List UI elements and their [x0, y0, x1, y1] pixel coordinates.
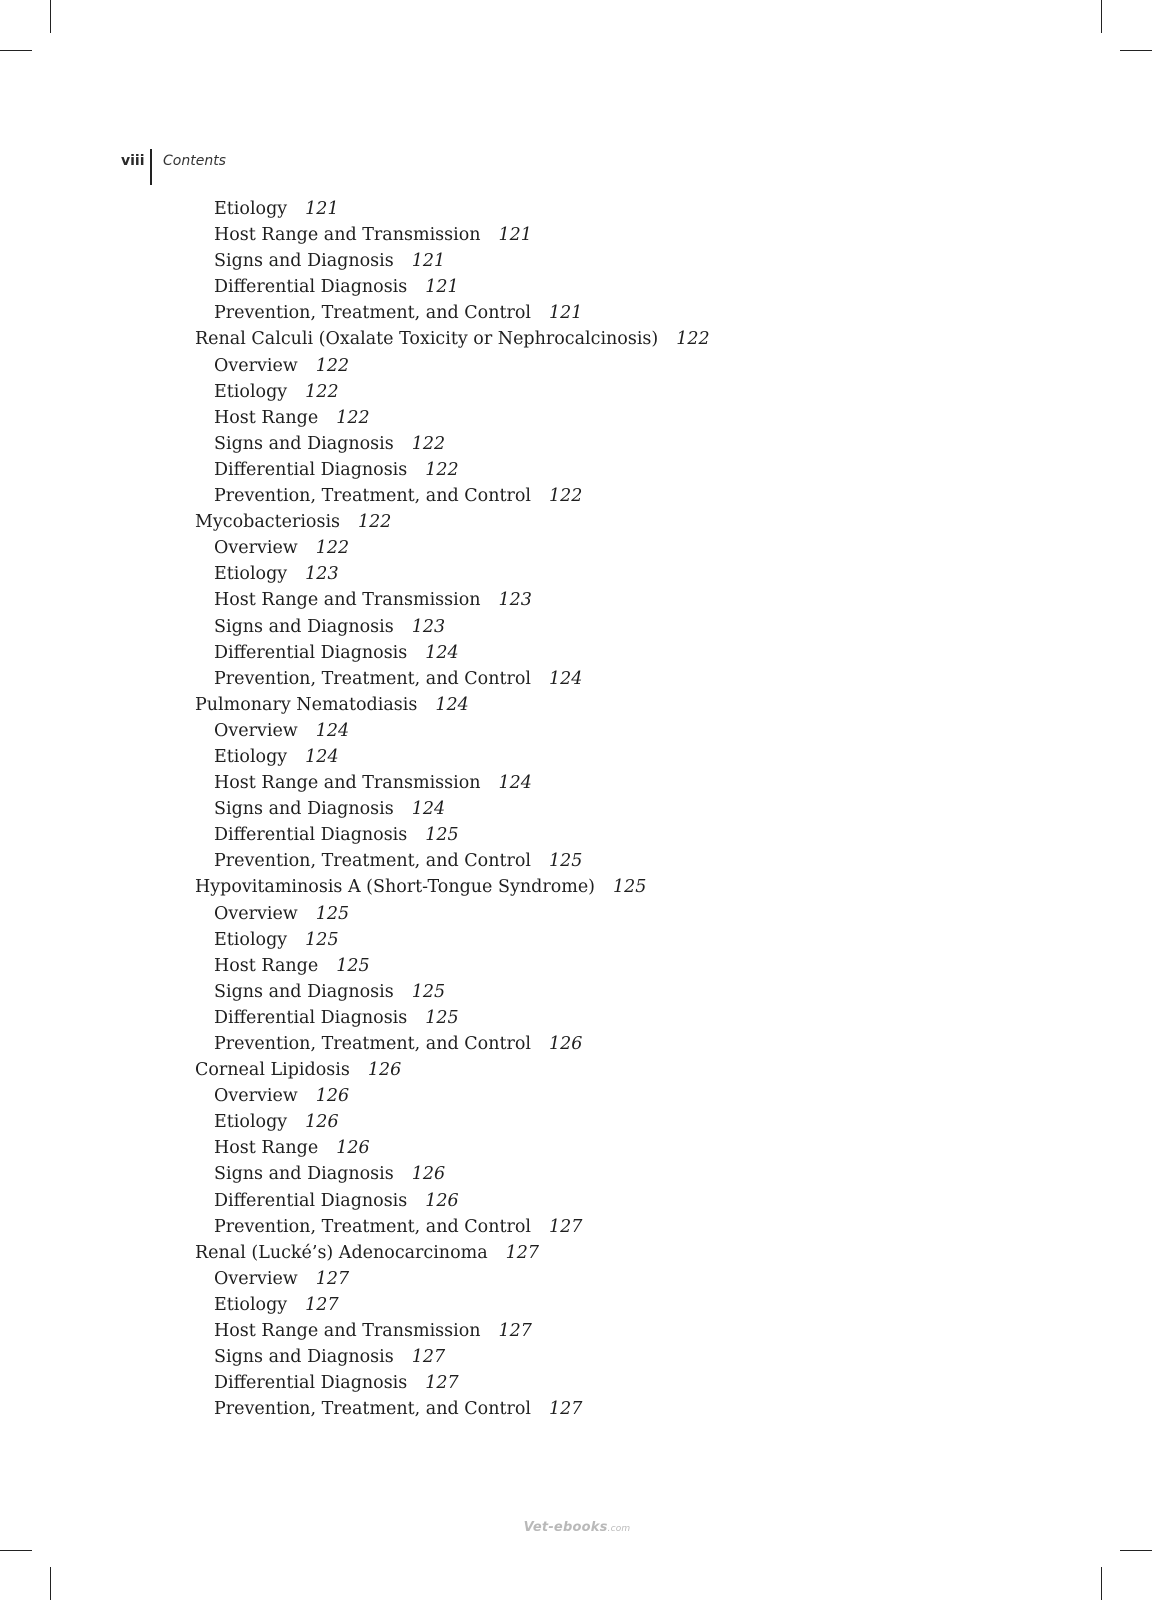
toc-entry-page: 122 — [549, 486, 583, 507]
toc-entry-page: 126 — [425, 1190, 459, 1211]
toc-section-entry[interactable] — [0, 509, 1152, 535]
toc-entry-page: 127 — [305, 1294, 339, 1315]
toc-entry-title: Overview — [214, 903, 298, 924]
toc-entry-title: Prevention, Treatment, and Control — [214, 1399, 532, 1420]
toc-entry-title: Etiology — [214, 1112, 288, 1133]
toc-subsection-entry[interactable] — [0, 822, 1152, 848]
toc-entry-page: 124 — [315, 720, 350, 741]
toc-entry-title: Signs and Diagnosis — [214, 251, 394, 272]
toc-entry-title: Overview — [214, 1268, 298, 1289]
toc-entry-page: 126 — [411, 1164, 446, 1185]
toc-entry-page: 122 — [315, 355, 350, 376]
toc-entry-page: 127 — [425, 1373, 459, 1394]
toc-subsection-entry[interactable] — [0, 901, 1152, 927]
toc-entry-page: 127 — [498, 1321, 532, 1342]
toc-entry-page: 124 — [425, 642, 459, 663]
toc-entry-page: 126 — [315, 1086, 350, 1107]
toc-subsection-entry[interactable] — [0, 1109, 1152, 1135]
toc-entry-title: Overview — [214, 355, 298, 376]
toc-subsection-entry[interactable] — [0, 1214, 1152, 1240]
toc-entry-title: Renal (Lucké’s) Adenocarcinoma — [195, 1242, 488, 1263]
toc-subsection-entry[interactable] — [0, 796, 1152, 822]
toc-section-entry[interactable] — [0, 1057, 1152, 1083]
toc-entry-title: Prevention, Treatment, and Control — [214, 1216, 532, 1237]
toc-entry-page: 121 — [305, 199, 339, 219]
toc-subsection-entry[interactable] — [0, 405, 1152, 431]
toc-subsection-entry[interactable] — [0, 1161, 1152, 1187]
toc-entry-title: Differential Diagnosis — [214, 825, 408, 846]
toc-subsection-entry[interactable] — [0, 1188, 1152, 1214]
toc-entry-page: 127 — [315, 1268, 350, 1289]
crop-mark-top-right — [1101, 0, 1102, 33]
toc-entry-page: 127 — [549, 1216, 583, 1237]
toc-subsection-entry[interactable] — [0, 274, 1152, 300]
toc-entry-title: Host Range and Transmission — [214, 590, 481, 611]
toc-entry-title: Signs and Diagnosis — [214, 799, 394, 820]
toc-subsection-entry[interactable] — [0, 431, 1152, 457]
toc-entry-page: 122 — [336, 407, 370, 428]
toc-entry-title: Etiology — [214, 1294, 288, 1315]
toc-entry-title: Host Range — [214, 955, 319, 976]
toc-entry-page: 122 — [305, 381, 339, 402]
toc-entry-title: Overview — [214, 720, 298, 741]
toc-entry-title: Renal Calculi (Oxalate Toxicity or Nephrocalcinosis) — [195, 329, 659, 350]
toc-entry-title: Etiology — [214, 199, 288, 219]
toc-subsection-entry[interactable] — [0, 666, 1152, 692]
toc-subsection-entry[interactable] — [0, 1135, 1152, 1161]
crop-mark-bottom-left-h — [0, 1550, 32, 1551]
toc-entry-title: Differential Diagnosis — [214, 1007, 408, 1028]
toc-subsection-entry[interactable] — [0, 1292, 1152, 1318]
toc-entry-title: Host Range — [214, 1138, 319, 1159]
toc-entry-title: Differential Diagnosis — [214, 642, 408, 663]
toc-entry-title: Signs and Diagnosis — [214, 981, 394, 1002]
toc-subsection-entry[interactable] — [0, 1266, 1152, 1292]
toc-entry-page: 122 — [676, 329, 710, 350]
toc-subsection-entry[interactable] — [0, 640, 1152, 666]
toc-entry-page: 126 — [367, 1060, 402, 1081]
toc-subsection-entry[interactable] — [0, 718, 1152, 744]
toc-subsection-entry[interactable] — [0, 353, 1152, 379]
toc-entry-title: Prevention, Treatment, and Control — [214, 1034, 532, 1054]
toc-entry-title: Host Range and Transmission — [214, 225, 481, 246]
table-of-contents — [0, 196, 1152, 1422]
toc-section-entry[interactable] — [0, 692, 1152, 718]
toc-entry-title: Prevention, Treatment, and Control — [214, 668, 532, 689]
toc-subsection-entry[interactable] — [0, 248, 1152, 274]
toc-subsection-entry[interactable] — [0, 222, 1152, 248]
crop-mark-top-right-h — [1120, 50, 1152, 51]
toc-subsection-entry[interactable] — [0, 457, 1152, 483]
toc-entry-page: 126 — [305, 1112, 339, 1133]
toc-section-entry[interactable] — [0, 1240, 1152, 1266]
toc-entry-page: 125 — [411, 981, 446, 1002]
crop-mark-bottom-right — [1101, 1567, 1102, 1600]
toc-entry-title: Differential Diagnosis — [214, 277, 408, 298]
toc-entry-page: 124 — [498, 773, 532, 794]
toc-entry-page: 124 — [411, 799, 446, 820]
toc-subsection-entry[interactable] — [0, 614, 1152, 640]
toc-entry-page: 127 — [411, 1347, 446, 1368]
toc-entry-title: Host Range — [214, 407, 319, 428]
crop-mark-top-left-h — [0, 50, 32, 51]
toc-entry-page: 122 — [358, 512, 392, 533]
toc-entry-title: Differential Diagnosis — [214, 1190, 408, 1211]
toc-subsection-entry[interactable] — [0, 848, 1152, 874]
toc-subsection-entry[interactable] — [0, 196, 1152, 222]
toc-entry-page: 122 — [425, 459, 459, 480]
crop-mark-bottom-left — [50, 1567, 51, 1600]
toc-subsection-entry[interactable] — [0, 587, 1152, 613]
toc-entry-page: 125 — [315, 903, 350, 924]
toc-entry-title: Differential Diagnosis — [214, 459, 408, 480]
crop-mark-top-left — [50, 0, 51, 33]
toc-entry-title: Corneal Lipidosis — [195, 1060, 350, 1081]
page-number: viii — [121, 153, 145, 169]
toc-section-entry[interactable] — [0, 326, 1152, 352]
toc-entry-title: Etiology — [214, 381, 288, 402]
toc-subsection-entry[interactable] — [0, 535, 1152, 561]
toc-entry-page: 121 — [549, 303, 583, 324]
toc-entry-page: 124 — [549, 668, 583, 689]
toc-entry-title: Etiology — [214, 929, 288, 950]
toc-entry-title: Host Range and Transmission — [214, 773, 481, 794]
toc-entry-title: Prevention, Treatment, and Control — [214, 486, 532, 507]
toc-subsection-entry[interactable] — [0, 483, 1152, 509]
toc-entry-page: 122 — [411, 433, 446, 454]
toc-entry-page: 126 — [336, 1138, 370, 1159]
toc-subsection-entry[interactable] — [0, 1396, 1152, 1422]
toc-subsection-entry[interactable] — [0, 744, 1152, 770]
toc-entry-page: 127 — [505, 1242, 540, 1263]
toc-subsection-entry[interactable] — [0, 979, 1152, 1005]
toc-subsection-entry[interactable] — [0, 379, 1152, 405]
toc-subsection-entry[interactable] — [0, 953, 1152, 979]
toc-entry-page: 127 — [549, 1399, 583, 1420]
toc-entry-page: 125 — [336, 955, 370, 976]
toc-entry-title: Hypovitaminosis A (Short-Tongue Syndrome) — [195, 877, 596, 898]
toc-entry-title: Overview — [214, 1086, 298, 1107]
toc-subsection-entry[interactable] — [0, 1031, 1152, 1057]
toc-entry-title: Signs and Diagnosis — [214, 433, 394, 454]
toc-entry-page: 125 — [305, 929, 339, 950]
toc-entry-page: 123 — [305, 564, 339, 585]
toc-entry-title: Signs and Diagnosis — [214, 1164, 394, 1185]
toc-entry-page: 121 — [498, 225, 532, 246]
toc-entry-page: 123 — [498, 590, 532, 611]
toc-entry-title: Pulmonary Nematodiasis — [195, 694, 418, 715]
toc-entry-title: Prevention, Treatment, and Control — [214, 851, 532, 872]
toc-entry-title: Host Range and Transmission — [214, 1321, 481, 1342]
crop-mark-bottom-right-h — [1120, 1550, 1152, 1551]
toc-entry-page: 124 — [305, 746, 339, 767]
running-head: Contents — [163, 153, 226, 169]
toc-section-entry[interactable] — [0, 874, 1152, 900]
toc-entry-page: 125 — [549, 851, 583, 872]
toc-entry-title: Overview — [214, 538, 298, 559]
toc-entry-page: 122 — [315, 538, 350, 559]
header-divider — [150, 149, 152, 185]
toc-subsection-entry[interactable] — [0, 561, 1152, 587]
toc-entry-page: 121 — [425, 277, 459, 298]
toc-entry-page: 123 — [411, 616, 446, 637]
toc-entry-title: Prevention, Treatment, and Control — [214, 303, 532, 324]
watermark-logo — [522, 1520, 632, 1535]
toc-entry-title: Signs and Diagnosis — [214, 616, 394, 637]
toc-subsection-entry[interactable] — [0, 1370, 1152, 1396]
toc-entry-title: Mycobacteriosis — [195, 512, 341, 533]
toc-entry-page: 125 — [613, 877, 647, 898]
toc-subsection-entry[interactable] — [0, 1318, 1152, 1344]
watermark-suffix: .com — [607, 1524, 631, 1534]
toc-subsection-entry[interactable] — [0, 927, 1152, 953]
toc-entry-title: Signs and Diagnosis — [214, 1347, 394, 1368]
toc-subsection-entry[interactable] — [0, 1344, 1152, 1370]
watermark-text: Vet-ebooks — [523, 1520, 608, 1535]
toc-subsection-entry[interactable] — [0, 770, 1152, 796]
toc-entry-page: 121 — [411, 251, 446, 272]
toc-entry-title: Etiology — [214, 564, 288, 585]
toc-entry-page: 125 — [425, 825, 459, 846]
toc-entry-page: 124 — [435, 694, 469, 715]
toc-entry-page: 126 — [549, 1034, 583, 1054]
toc-entry-title: Etiology — [214, 746, 288, 767]
toc-entry-page: 125 — [425, 1007, 459, 1028]
toc-subsection-entry[interactable] — [0, 1083, 1152, 1109]
toc-subsection-entry[interactable] — [0, 300, 1152, 326]
toc-entry-title: Differential Diagnosis — [214, 1373, 408, 1394]
toc-subsection-entry[interactable] — [0, 1005, 1152, 1031]
